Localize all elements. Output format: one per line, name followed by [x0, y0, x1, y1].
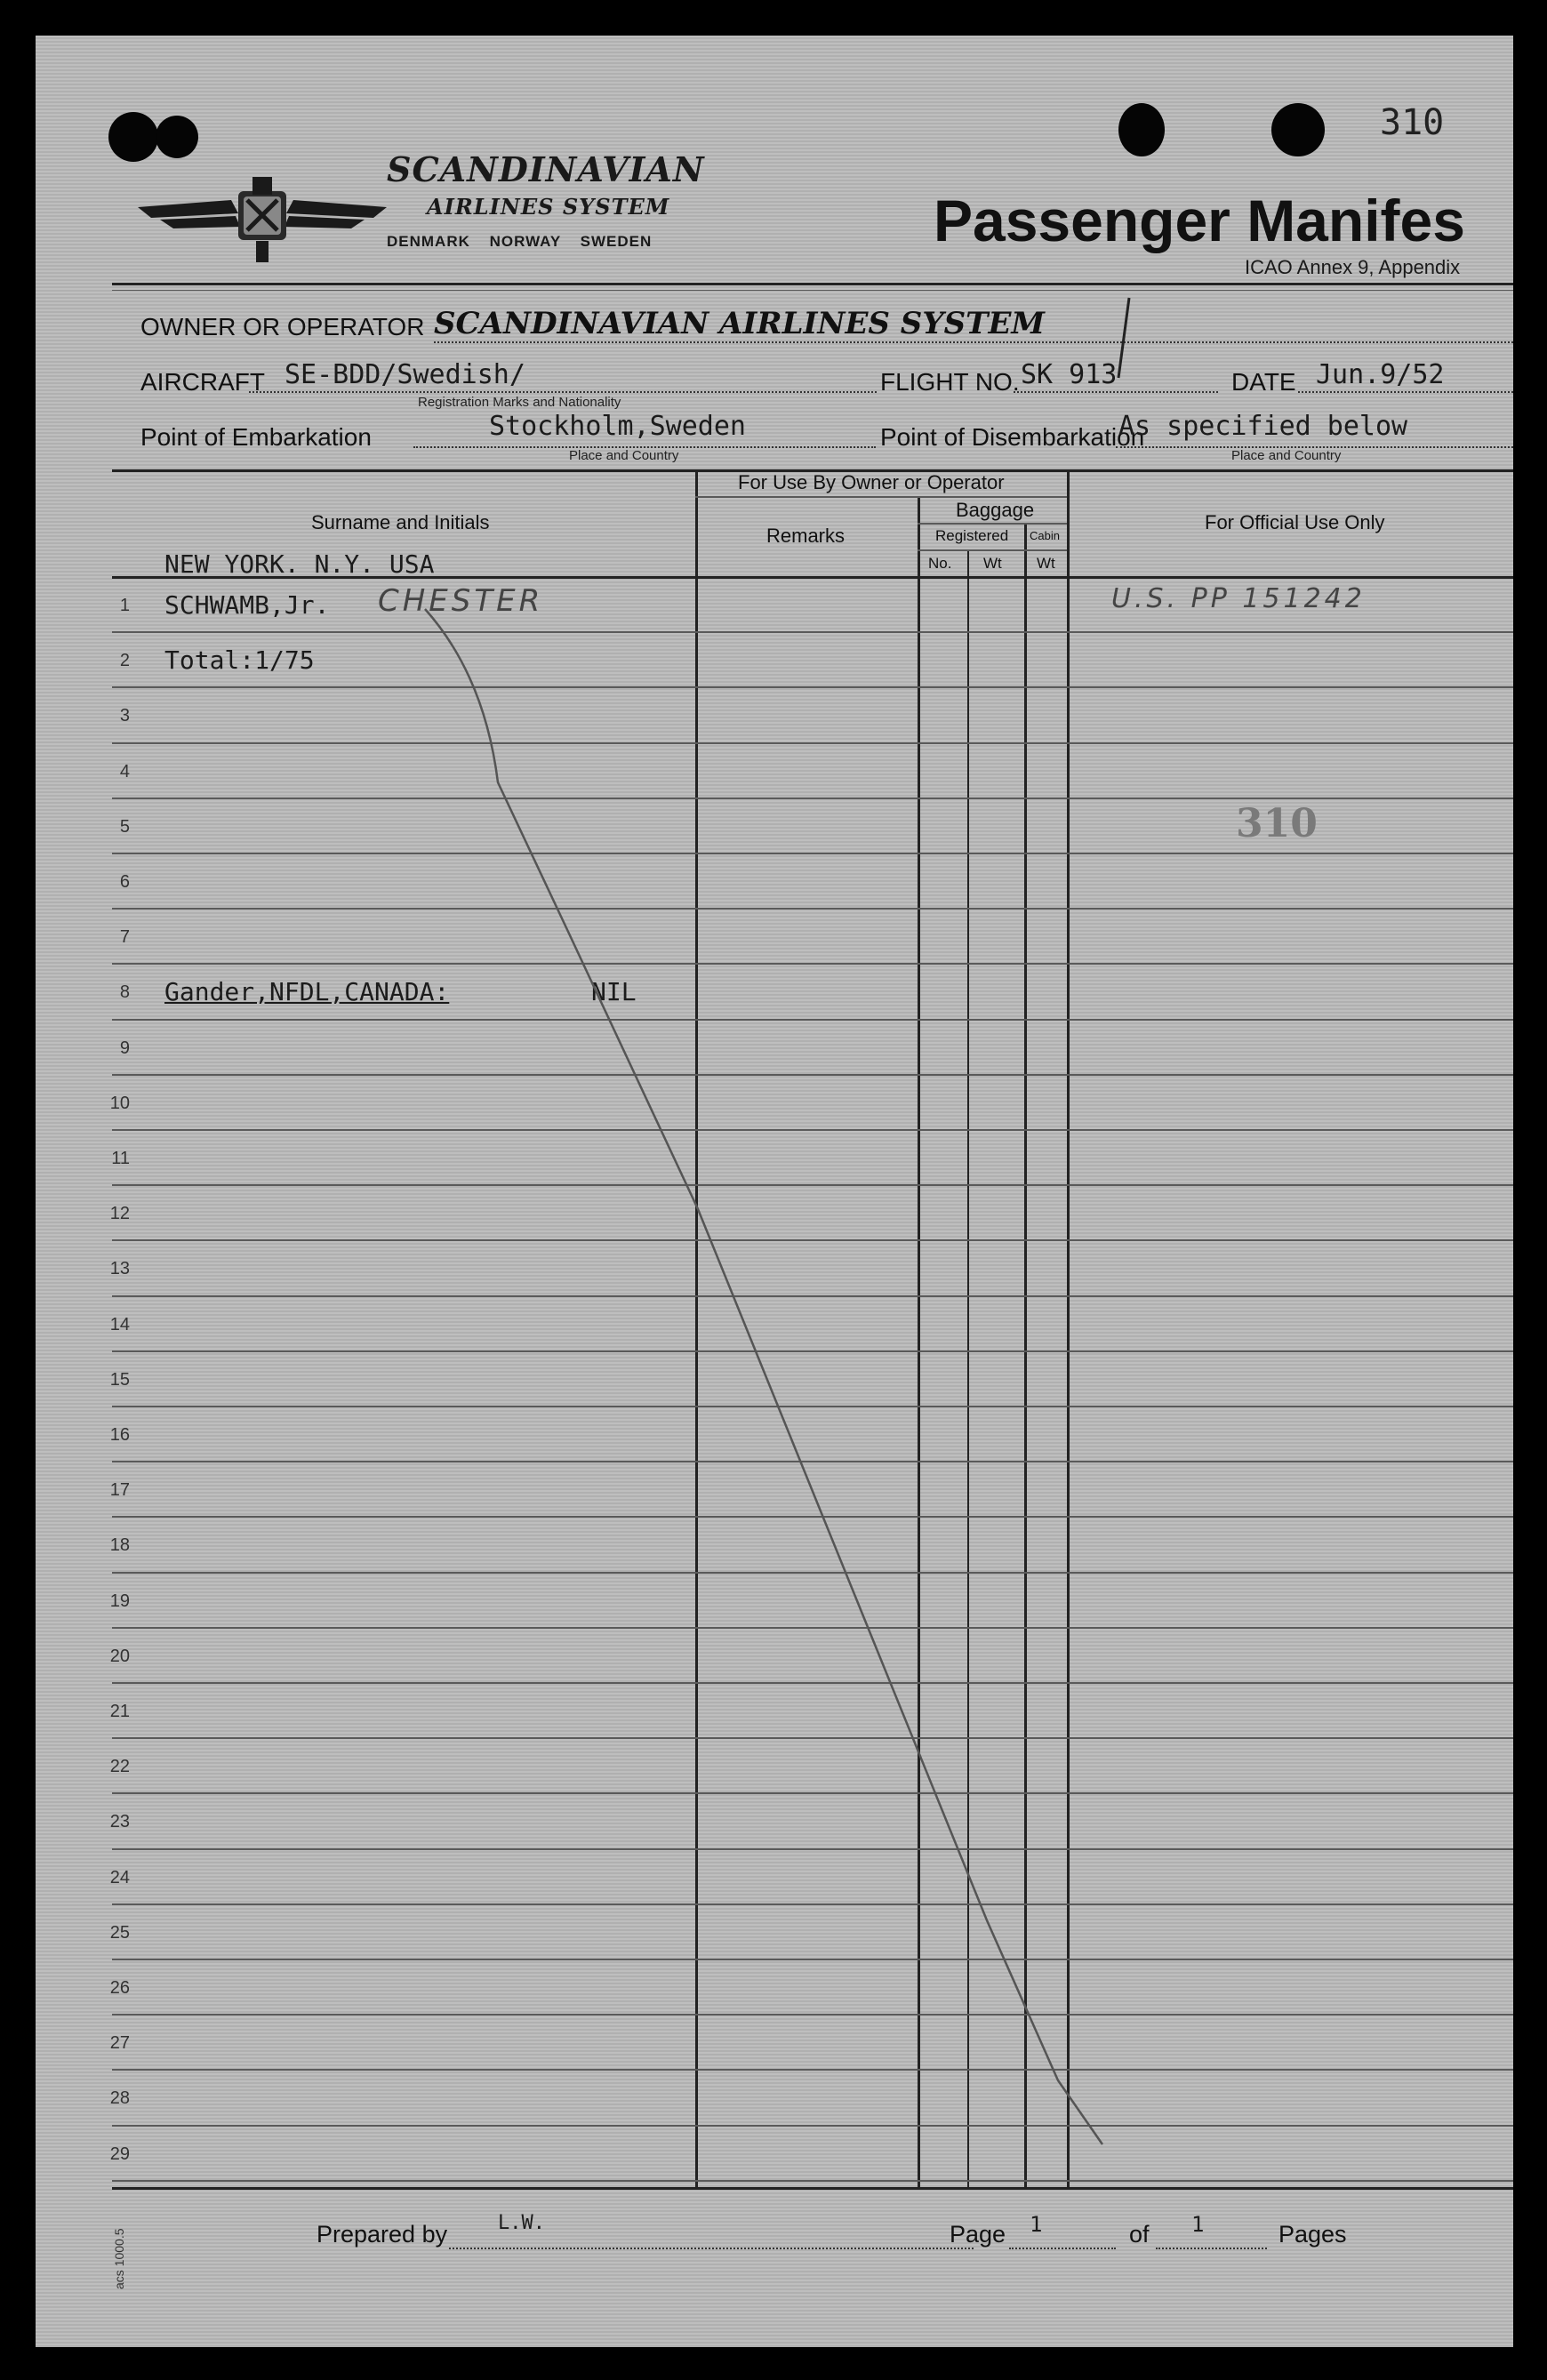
- row-number: 21: [109, 1702, 130, 1721]
- row-number: 3: [119, 706, 130, 725]
- baggage-heading: Baggage: [956, 499, 1035, 521]
- row-number: 15: [109, 1370, 130, 1390]
- passenger-name: Total:1/75: [164, 645, 315, 675]
- passenger-name: SCHWAMB,Jr.: [164, 590, 330, 620]
- cabin-heading: Cabin: [1030, 529, 1060, 542]
- flight-value: SK 913: [1021, 359, 1118, 390]
- disembark-caption: Place and Country: [1231, 448, 1342, 463]
- page-label: Page: [950, 2221, 1006, 2248]
- embark-caption: Place and Country: [569, 448, 679, 463]
- row-number: 25: [109, 1923, 130, 1943]
- row-number: 26: [109, 1978, 130, 1998]
- embark-label: Point of Embarkation: [140, 423, 372, 451]
- prepared-by-label: Prepared by: [317, 2221, 448, 2248]
- owner-use-heading: For Use By Owner or Operator: [738, 471, 1005, 493]
- remarks-heading: Remarks: [766, 525, 846, 547]
- row-number: 4: [119, 762, 130, 781]
- row-number: 12: [109, 1204, 130, 1223]
- official-heading: For Official Use Only: [1205, 511, 1385, 533]
- passenger-name: Gander,NFDL,CANADA:: [164, 977, 450, 1006]
- aircraft-caption: Registration Marks and Nationality: [418, 395, 621, 410]
- table-bottom-rule: [112, 2187, 1513, 2190]
- destination-heading: NEW YORK. N.Y. USA: [164, 549, 435, 579]
- icao-reference: ICAO Annex 9, Appendix: [1245, 256, 1461, 278]
- prepared-by-value: L.W.: [498, 2212, 545, 2234]
- prepared-by-dotted-line: [449, 2248, 974, 2249]
- flight-label: FLIGHT NO.: [880, 368, 1020, 396]
- owner-label: OWNER OR OPERATOR: [140, 313, 425, 341]
- aircraft-value: SE-BDD/Swedish/: [285, 359, 525, 390]
- row-number: 29: [109, 2144, 130, 2164]
- page-value: 1: [1030, 2212, 1043, 2237]
- row-number: 7: [119, 927, 130, 947]
- disembark-value: As specified below: [1118, 411, 1408, 442]
- row-number: 10: [109, 1094, 130, 1113]
- surname-heading: Surname and Initials: [311, 511, 490, 533]
- row-number: 20: [109, 1647, 130, 1666]
- row-number: 13: [109, 1259, 130, 1278]
- date-label: DATE: [1231, 368, 1296, 396]
- of-dotted-line: [1156, 2248, 1267, 2249]
- row-number: 24: [109, 1868, 130, 1887]
- pages-label: Pages: [1278, 2221, 1347, 2248]
- owner-value: SCANDINAVIAN AIRLINES SYSTEM: [434, 306, 1045, 341]
- row-number: 27: [109, 2033, 130, 2053]
- row-number: 22: [109, 1757, 130, 1776]
- cabin-wt-heading: Wt: [1037, 555, 1055, 572]
- wt-heading: Wt: [983, 555, 1002, 572]
- page-dotted-line: [1009, 2248, 1116, 2249]
- remarks-value: NIL: [591, 977, 637, 1006]
- form-code: acs 1000.5: [112, 2228, 126, 2289]
- row-number: 2: [119, 651, 130, 670]
- embark-value: Stockholm,Sweden: [489, 411, 746, 442]
- handwritten-given-name: CHESTER: [378, 583, 544, 619]
- aircraft-label: AIRCRAFT: [140, 368, 265, 396]
- airline-countries: DENMARK NORWAY SWEDEN: [387, 233, 653, 250]
- airline-name-line1: SCANDINAVIAN: [387, 149, 705, 189]
- of-value: 1: [1191, 2212, 1205, 2237]
- row-number: 18: [109, 1535, 130, 1555]
- row-number: 5: [119, 817, 130, 837]
- row-number: 9: [119, 1038, 130, 1058]
- row-number: 6: [119, 872, 130, 892]
- airline-name-line2: AIRLINES SYSTEM: [427, 194, 670, 220]
- page-number: 310: [1380, 102, 1445, 143]
- row-number: 28: [109, 2088, 130, 2108]
- row-number: 14: [109, 1315, 130, 1334]
- manifest-sheet: [36, 36, 1513, 2347]
- official-stamp-number: 310: [1236, 801, 1318, 846]
- row-number: 23: [109, 1812, 130, 1831]
- row-number: 16: [109, 1425, 130, 1445]
- row-number: 8: [119, 982, 130, 1002]
- of-label: of: [1129, 2221, 1150, 2248]
- diagonal-cancel-line: [36, 36, 1513, 2347]
- form-title: Passenger Manifes: [934, 188, 1465, 253]
- row-number: 1: [119, 596, 130, 615]
- official-passport-note: U.S. PP 151242: [1111, 583, 1366, 614]
- row-number: 11: [111, 1149, 130, 1168]
- no-heading: No.: [928, 555, 952, 572]
- registered-heading: Registered: [935, 527, 1009, 544]
- date-value: Jun.9/52: [1316, 359, 1445, 390]
- row-number: 17: [109, 1480, 130, 1500]
- row-number: 19: [109, 1591, 130, 1611]
- disembark-label: Point of Disembarkation: [880, 423, 1145, 451]
